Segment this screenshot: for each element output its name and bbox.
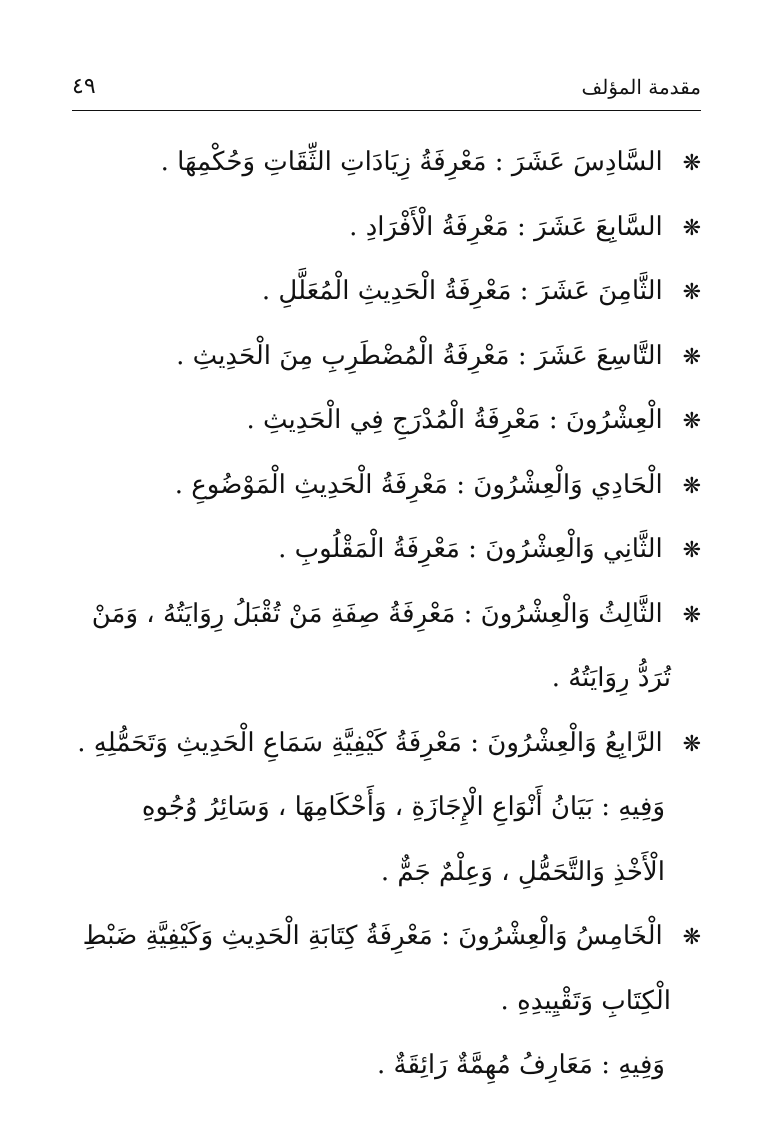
list-item [64, 388, 701, 453]
list-item [64, 904, 701, 1033]
page-body [64, 130, 701, 1098]
header-rule [72, 110, 701, 111]
note-paragraph [64, 775, 701, 904]
list-item [64, 517, 701, 582]
entry-continuation: تُرَدُّ رِوَايَتُهُ . [551, 663, 671, 693]
entry-text: السَّابِعَ عَشَرَ : مَعْرِفَةُ الْأَفْرَادِ . [349, 211, 663, 242]
note-paragraph [64, 1033, 701, 1098]
asterism-icon: ❋ [682, 602, 701, 628]
entry-text: الثَّانِي وَالْعِشْرُونَ : مَعْرِفَةُ الْمَقْلُوبِ . [278, 534, 663, 564]
entry-text: الْحَادِي وَالْعِشْرُونَ : مَعْرِفَةُ الْحَدِيثِ الْمَوْضُوعِ . [174, 469, 663, 500]
asterism-icon: ❋ [682, 731, 701, 757]
asterism-icon: ❋ [682, 344, 701, 370]
list-item [64, 259, 701, 324]
list-item [64, 453, 701, 518]
entry-text: الْخَامِسُ وَالْعِشْرُونَ : مَعْرِفَةُ كِتَابَةِ الْحَدِيثِ وَكَيْفِيَّةِ ضَبْطِ [82, 921, 663, 951]
page-number: ٤٩ [72, 74, 96, 99]
note-continuation: الْأَخْذِ وَالتَّحَمُّلِ ، وَعِلْمٌ جَمٌّ . [380, 856, 665, 887]
entry-text: الرَّابِعُ وَالْعِشْرُونَ : مَعْرِفَةُ كَيْفِيَّةِ سَمَاعِ الْحَدِيثِ وَتَحَمُّلِهِ . [77, 727, 663, 758]
list-item [64, 130, 701, 195]
asterism-icon: ❋ [682, 925, 701, 950]
asterism-icon: ❋ [682, 473, 701, 499]
note-text: وَفِيهِ : بَيَانُ أَنْوَاعِ الْإِجَازَةِ ، وَأَحْكَامِهَا ، وَسَائِرُ وُجُوهِ [141, 792, 665, 822]
running-head [72, 72, 701, 106]
entry-text: التَّاسِعَ عَشَرَ : مَعْرِفَةُ الْمُضْطَرِبِ مِنَ الْحَدِيثِ . [176, 340, 663, 371]
asterism-icon: ❋ [682, 538, 701, 563]
note-text: وَفِيهِ : مَعَارِفُ مُهِمَّةٌ رَائِقَةٌ . [376, 1050, 665, 1080]
asterism-icon: ❋ [682, 151, 701, 176]
entry-continuation: الْكِتَابِ وَتَقْيِيدِهِ . [500, 985, 671, 1016]
running-title: مقدمة المؤلف [581, 75, 701, 99]
list-item [64, 582, 701, 711]
entry-text: السَّادِسَ عَشَرَ : مَعْرِفَةُ زِيَادَاتِ الثِّقَاتِ وَحُكْمِهَا . [160, 147, 663, 177]
entry-text: الثَّالِثُ وَالْعِشْرُونَ : مَعْرِفَةُ صِفَةِ مَنْ تُقْبَلُ رِوَايَتُهُ ، وَمَنْ [91, 598, 663, 629]
entry-text: الثَّامِنَ عَشَرَ : مَعْرِفَةُ الْحَدِيثِ الْمُعَلَّلِ . [261, 276, 663, 306]
list-item [64, 195, 701, 260]
list-item [64, 324, 701, 389]
asterism-icon: ❋ [682, 280, 701, 305]
entry-text: الْعِشْرُونَ : مَعْرِفَةُ الْمُدْرَجِ فِي الْحَدِيثِ . [246, 405, 663, 435]
asterism-icon: ❋ [682, 409, 701, 434]
list-item [64, 711, 701, 776]
asterism-icon: ❋ [682, 215, 701, 241]
